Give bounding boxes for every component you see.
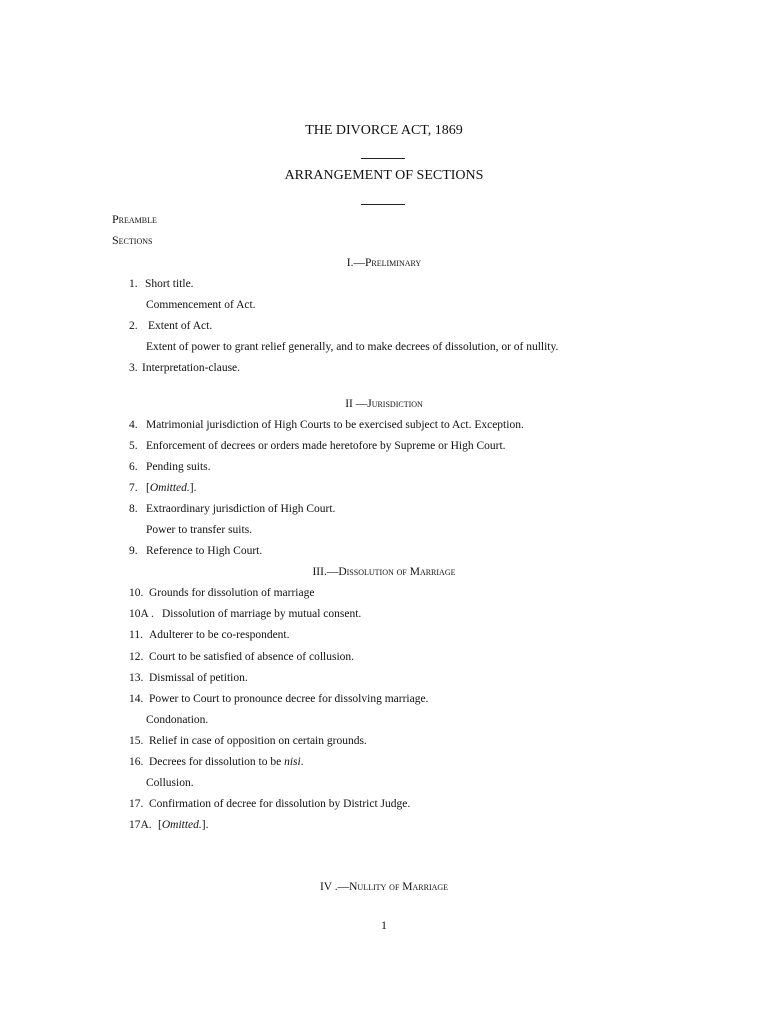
section-entry[interactable]: [146, 298, 256, 312]
page-number: 1: [381, 918, 387, 932]
section-entry[interactable]: [129, 818, 209, 832]
nisi-text: nisi: [284, 756, 301, 768]
section-entry[interactable]: [129, 361, 240, 375]
section-title: Power to Court to pronounce decree for dissolving marriage.: [149, 693, 429, 705]
section-title: Pending suits.: [146, 461, 211, 473]
section-entry[interactable]: [146, 340, 558, 354]
section-number: 15.: [129, 735, 144, 747]
section-title: Court to be satisfied of absence of collusion.: [149, 651, 355, 663]
section-number: 7.: [129, 482, 138, 494]
part-heading-jurisdiction: II —Jurisdiction: [345, 398, 423, 410]
bracket-close: ].: [201, 819, 209, 831]
bracket-close: ].: [189, 482, 197, 494]
section-number: 17.: [129, 798, 144, 810]
section-entry[interactable]: [146, 523, 252, 537]
section-entry[interactable]: [129, 418, 524, 432]
section-number: 11.: [129, 629, 143, 641]
section-number: 2.: [129, 320, 138, 332]
section-entry[interactable]: [129, 502, 335, 516]
section-title: Commencement of Act.: [146, 299, 256, 311]
section-title: Adulterer to be co-respondent.: [149, 629, 290, 641]
section-entry[interactable]: [129, 607, 361, 621]
section-title: Dismissal of petition.: [149, 672, 248, 684]
section-entry[interactable]: [146, 776, 194, 790]
part-heading-preliminary: I.—Preliminary: [346, 257, 422, 269]
section-entry[interactable]: [129, 439, 506, 453]
section-number: 6.: [129, 461, 138, 473]
section-entry[interactable]: [129, 319, 212, 333]
act-title: THE DIVORCE ACT, 1869: [305, 123, 463, 138]
section-entry[interactable]: [146, 713, 208, 727]
section-title: Short title.: [145, 278, 194, 290]
section-entry[interactable]: [129, 797, 410, 811]
bracket-open: [: [158, 819, 162, 831]
section-entry[interactable]: [129, 628, 290, 642]
section-entry[interactable]: [129, 650, 354, 664]
section-number: 4.: [129, 419, 138, 431]
section-number: 14.: [129, 693, 144, 705]
section-number: 13.: [129, 672, 144, 684]
omitted-text: Omitted.: [161, 819, 202, 831]
section-title: Extent of power to grant relief generally, and to make decrees of dissolution, or of nullity.: [146, 341, 559, 353]
section-number: 12.: [129, 651, 144, 663]
section-title: Grounds for dissolution of marriage: [149, 587, 315, 599]
section-entry[interactable]: [129, 481, 197, 495]
section-entry[interactable]: [129, 755, 304, 769]
section-number: 9.: [129, 545, 138, 557]
section-entry[interactable]: [129, 544, 262, 558]
section-number: 17A.: [129, 819, 152, 831]
section-title: Interpretation-clause.: [142, 362, 241, 374]
arrangement-heading: ARRANGEMENT OF SECTIONS: [284, 168, 484, 183]
section-title: Condonation.: [146, 714, 209, 726]
section-number: 1.: [129, 278, 138, 290]
sections-label: Sections: [112, 233, 153, 247]
part-heading-dissolution: III.—Dissolution of Marriage: [312, 566, 456, 578]
section-entry[interactable]: [129, 586, 314, 600]
section-title: Confirmation of decree for dissolution by District Judge.: [149, 798, 411, 810]
section-entry[interactable]: [129, 734, 367, 748]
section-title: Power to transfer suits.: [146, 524, 253, 536]
section-entry[interactable]: [129, 460, 211, 474]
omitted-text: Omitted.: [149, 482, 190, 494]
part-heading-nullity: IV .—Nullity of Marriage: [319, 881, 449, 893]
section-number: 10.: [129, 587, 144, 599]
section-number: 8.: [129, 503, 138, 515]
section-entry[interactable]: [129, 277, 194, 291]
preamble-label: Preamble: [112, 212, 157, 226]
period: .: [300, 756, 304, 768]
bracket-open: [: [146, 482, 150, 494]
section-title: Extraordinary jurisdiction of High Court.: [146, 503, 336, 515]
section-title: Dissolution of marriage by mutual consent.: [162, 608, 362, 620]
section-title: Extent of Act.: [148, 320, 213, 332]
section-title: Relief in case of opposition on certain grounds.: [149, 735, 367, 747]
section-number: 5.: [129, 440, 138, 452]
section-title: Decrees for dissolution to be: [149, 756, 285, 768]
section-entry[interactable]: [129, 692, 428, 706]
section-title: Enforcement of decrees or orders made heretofore by Supreme or High Court.: [146, 440, 506, 452]
section-number: 10A .: [129, 608, 154, 620]
section-title: Reference to High Court.: [146, 545, 263, 557]
subtitle-divider: [361, 204, 405, 205]
section-number: 16.: [129, 756, 144, 768]
section-title: Matrimonial jurisdiction of High Courts to be exercised subject to Act. Exception.: [146, 419, 524, 431]
section-title: Collusion.: [146, 777, 194, 789]
section-entry[interactable]: [129, 671, 248, 685]
title-divider: [361, 158, 405, 159]
section-number: 3.: [129, 362, 138, 374]
